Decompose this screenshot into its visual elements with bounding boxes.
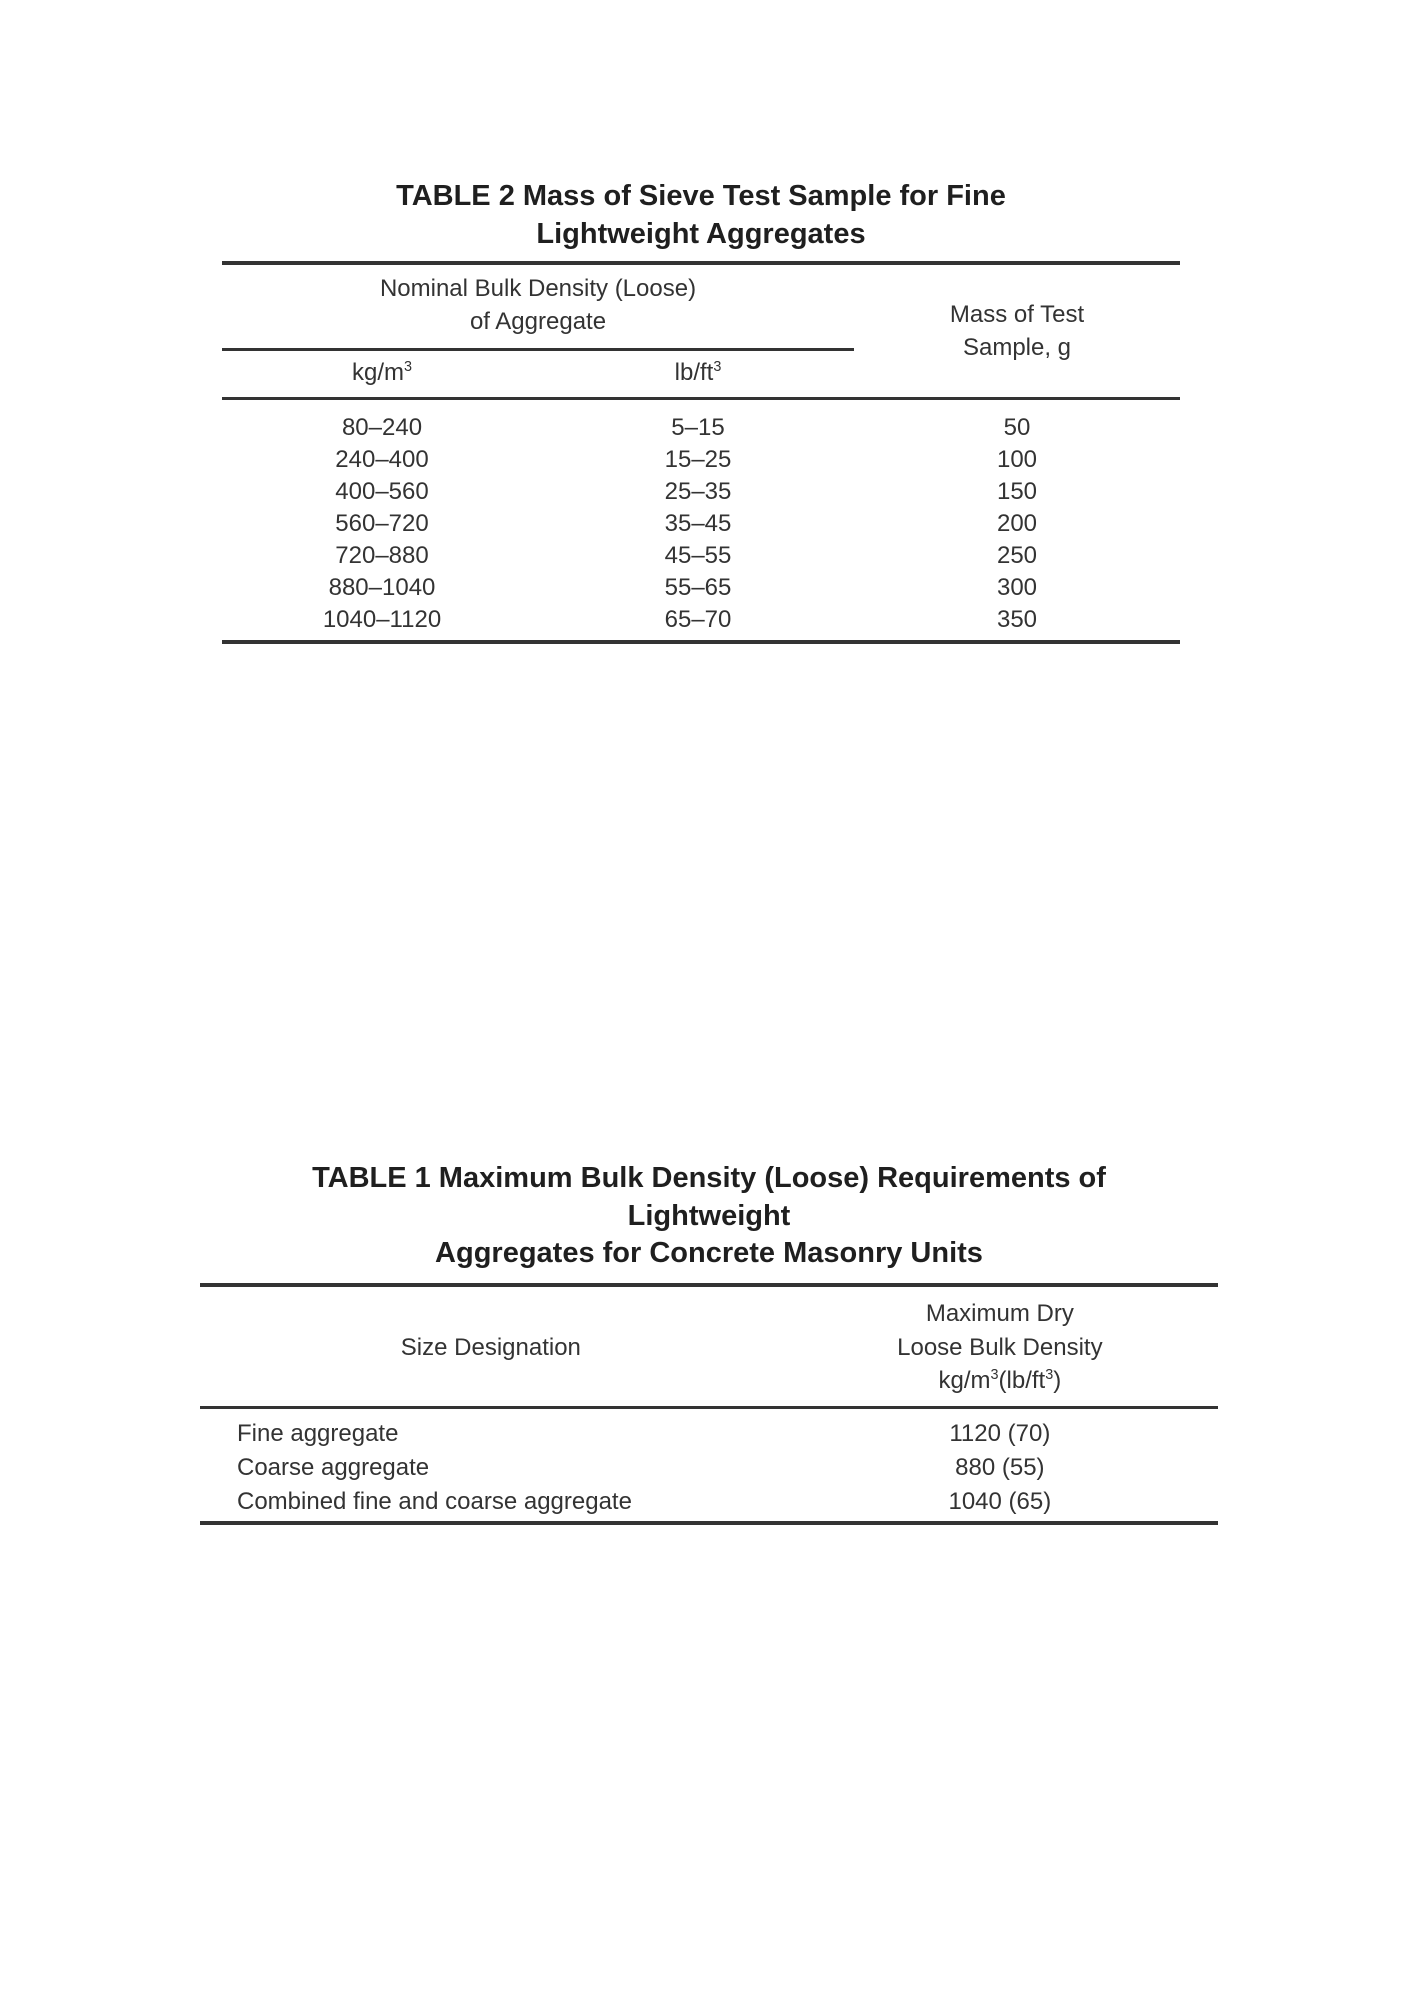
table-1-title-line-3: Aggregates for Concrete Masonry Units	[435, 1237, 983, 1270]
cell-mass: 100	[996, 446, 1038, 474]
cell-mass: 300	[996, 574, 1038, 602]
table-1	[200, 1160, 1218, 1525]
header-nominal-line-1: Nominal Bulk Density (Loose)	[379, 275, 697, 303]
cell-mass: 350	[996, 606, 1038, 634]
cell-lb: 55–65	[664, 574, 732, 602]
table-row	[222, 444, 1180, 476]
header-lb-ft3-base: lb/ft	[674, 359, 714, 387]
header-size-designation	[200, 1285, 782, 1407]
header-mass-line-2: Sample, g	[962, 334, 1072, 362]
header-density-unit-a: kg/m	[938, 1367, 991, 1395]
header-lb-ft3	[542, 350, 854, 399]
table-2-title-line-1: TABLE 2 Mass of Sieve Test Sample for Fine	[396, 180, 1006, 212]
table-2-grid	[222, 261, 1180, 644]
cell-density: 880 (55)	[955, 1453, 1045, 1481]
header-size-designation-label: Size Designation	[400, 1333, 581, 1361]
table-1-body	[200, 1407, 1218, 1523]
table-1-grid	[200, 1283, 1218, 1525]
header-max-dry-loose-bulk-density	[782, 1285, 1218, 1407]
cell-density: 1120 (70)	[949, 1419, 1051, 1447]
cell-lb: 15–25	[664, 446, 732, 474]
table-2-title	[222, 178, 1180, 253]
header-density-line-2: Loose Bulk Density	[897, 1333, 1103, 1361]
cell-kg: 720–880	[335, 542, 429, 570]
table-row	[200, 1407, 1218, 1451]
table-2-header-row-1	[222, 263, 1180, 349]
header-kg-m3	[222, 350, 542, 399]
cell-lb: 5–15	[671, 414, 725, 442]
table-2-title-line-2: Lightweight Aggregates	[536, 217, 866, 250]
cell-size: Coarse aggregate	[237, 1453, 430, 1481]
cell-lb: 25–35	[664, 478, 732, 506]
cell-kg: 1040–1120	[322, 606, 442, 634]
cell-kg: 80–240	[341, 414, 423, 442]
header-nominal-line-2: of Aggregate	[469, 307, 607, 335]
table-row	[222, 572, 1180, 604]
table-row	[200, 1485, 1218, 1523]
header-density-unit-sup-1: 3	[990, 1367, 999, 1384]
table-row	[200, 1451, 1218, 1485]
table-row	[222, 604, 1180, 642]
header-density-unit-c: )	[1053, 1367, 1062, 1395]
cell-lb: 45–55	[664, 542, 732, 570]
cell-mass: 250	[996, 542, 1038, 570]
cell-density: 1040 (65)	[948, 1487, 1052, 1515]
cell-size: Fine aggregate	[237, 1419, 399, 1447]
header-nominal-bulk-density	[222, 263, 854, 349]
cell-mass: 150	[996, 478, 1038, 506]
cell-kg: 240–400	[335, 446, 429, 474]
header-density-line-1: Maximum Dry	[925, 1300, 1074, 1328]
header-mass-line-1: Mass of Test	[949, 300, 1085, 328]
cell-mass: 200	[996, 510, 1038, 538]
cell-lb: 65–70	[664, 606, 732, 634]
cell-kg: 400–560	[335, 478, 429, 506]
cell-size: Combined fine and coarse aggregate	[237, 1487, 632, 1515]
header-mass-of-test-sample	[854, 263, 1180, 398]
header-density-unit-sup-2: 3	[1045, 1367, 1054, 1384]
header-density-unit-b: (lb/ft	[998, 1367, 1046, 1395]
table-row	[222, 540, 1180, 572]
table-1-title-line-1: TABLE 1 Maximum Bulk Density (Loose) Requirements of	[312, 1162, 1106, 1194]
cell-kg: 560–720	[335, 510, 429, 538]
cell-kg: 880–1040	[328, 574, 436, 602]
cell-lb: 35–45	[664, 510, 732, 538]
table-1-title	[200, 1160, 1218, 1273]
header-kg-m3-base: kg/m	[351, 359, 404, 387]
table-row	[222, 399, 1180, 445]
header-density-unit	[938, 1367, 1061, 1394]
table-row	[222, 508, 1180, 540]
header-kg-m3-sup: 3	[404, 359, 413, 376]
header-lb-ft3-sup: 3	[713, 359, 722, 376]
table-row	[222, 476, 1180, 508]
table-2	[222, 178, 1180, 644]
table-2-body	[222, 399, 1180, 643]
table-1-title-line-2: Lightweight	[627, 1199, 791, 1232]
cell-mass: 50	[1003, 414, 1031, 442]
table-1-header-row	[200, 1285, 1218, 1407]
